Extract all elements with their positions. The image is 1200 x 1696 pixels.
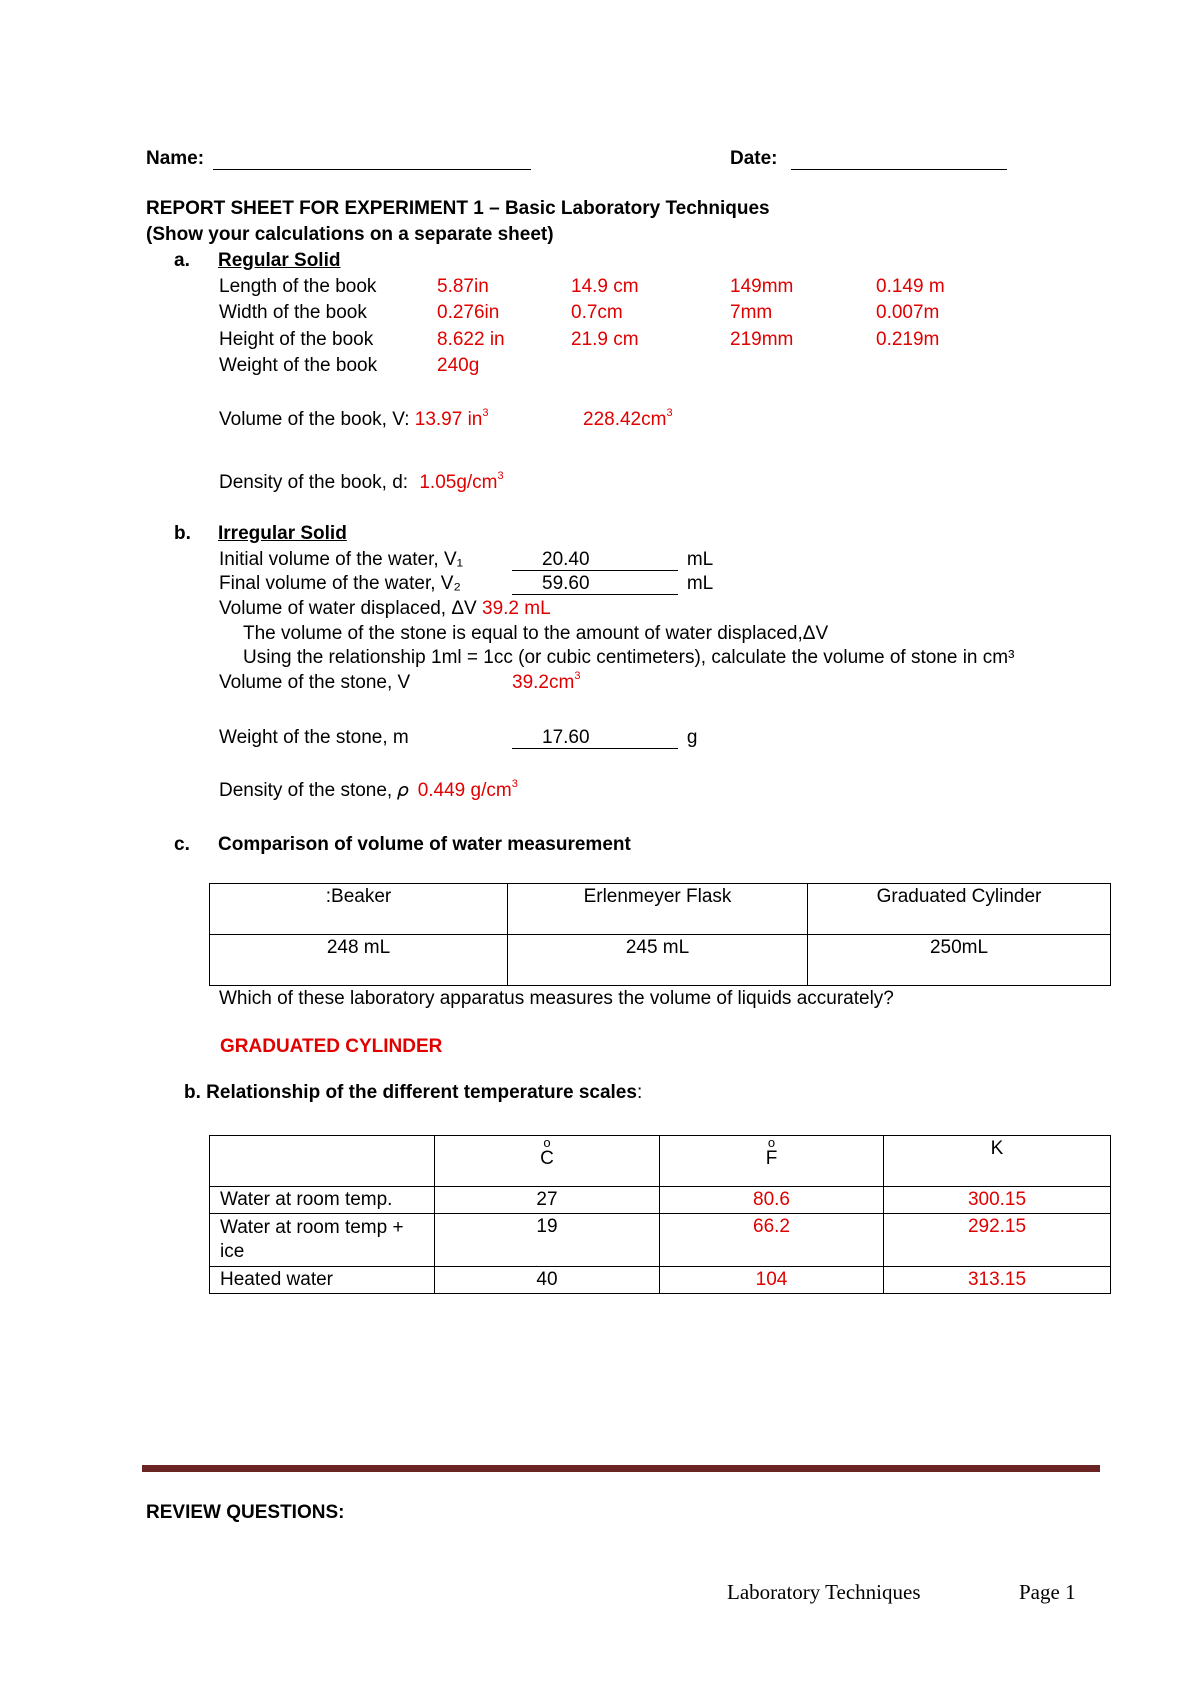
kelvin-header: K (884, 1136, 1111, 1187)
length-mm: 149mm (730, 276, 794, 297)
name-label: Name: (146, 148, 205, 169)
regular-solid-heading: Regular Solid (218, 250, 341, 271)
height-mm: 219mm (730, 329, 794, 350)
fahrenheit-header: o F (660, 1136, 884, 1187)
length-m: 0.149 m (876, 276, 945, 297)
irregular-solid-heading: Irregular Solid (218, 523, 347, 544)
table-cell: 248 mL (210, 935, 508, 986)
stone-volume-value: $39.2cm^3$ (512, 670, 581, 693)
height-label: Height of the book (219, 329, 374, 350)
initial-volume-label: Initial volume of the water, V₁ (219, 549, 464, 570)
stone-weight-unit: g (686, 727, 698, 748)
height-in: 8.622 in (437, 329, 505, 350)
note-relationship: Using the relationship 1ml = 1cc (or cubic centimeters), calculate the volume of stone in cm³ (243, 647, 1015, 668)
displaced-label: Volume of water displaced, ΔV (219, 598, 477, 619)
row-label: Water at room temp. (210, 1187, 435, 1214)
footer-title: Laboratory Techniques (727, 1580, 921, 1604)
name-field[interactable] (213, 151, 531, 170)
final-volume-label: Final volume of the water, V₂ (219, 573, 461, 594)
weight-g: 240g (437, 355, 480, 376)
celsius-value: 19 (435, 1214, 660, 1267)
stone-density-value: 0.449 $g/cm^3$ (417, 778, 518, 801)
fahrenheit-value: 104 (660, 1267, 884, 1294)
section-c-marker: c. (174, 834, 190, 855)
table-cell: 245 mL (508, 935, 808, 986)
table-header-cell: Erlenmeyer Flask (508, 884, 808, 935)
celsius-value: 40 (435, 1267, 660, 1294)
book-volume-in: 13.97 $in^3$ (414, 407, 489, 430)
kelvin-value: 313.15 (884, 1267, 1111, 1294)
section-b-marker: b. (174, 523, 191, 544)
review-heading: REVIEW QUESTIONS: (146, 1502, 345, 1523)
length-cm: 14.9 cm (571, 276, 639, 297)
book-density-label: Density of the book, d: (219, 472, 409, 493)
width-mm: 7mm (730, 302, 773, 323)
section-divider (142, 1465, 1100, 1472)
length-label: Length of the book (219, 276, 377, 297)
height-m: 0.219m (876, 329, 940, 350)
row-label: Heated water (210, 1267, 435, 1294)
width-m: 0.007m (876, 302, 940, 323)
degree-icon: o (543, 1135, 551, 1150)
kelvin-value: 292.15 (884, 1214, 1111, 1267)
volume-comparison-table (209, 883, 1111, 986)
fahrenheit-value: 80.6 (660, 1187, 884, 1214)
final-volume-unit: mL (686, 573, 714, 594)
page-number: Page 1 (1019, 1580, 1076, 1604)
table-header-cell: :Beaker (210, 884, 508, 935)
table-row (210, 1214, 1111, 1267)
table-header-cell (210, 1136, 435, 1187)
height-cm: 21.9 cm (571, 329, 639, 350)
stone-volume-label: Volume of the stone, V (219, 672, 411, 693)
table-header-row (210, 1136, 1111, 1187)
initial-volume-value: 20.40 (512, 549, 678, 571)
date-label: Date: (730, 148, 778, 169)
row-label: Water at room temp + ice (210, 1214, 435, 1267)
table-header-row (210, 884, 1111, 935)
book-density-value: $1.05g/cm^3$ (419, 470, 504, 493)
kelvin-value: 300.15 (884, 1187, 1111, 1214)
note-displacement: The volume of the stone is equal to the amount of water displaced,ΔV (243, 623, 829, 644)
fahrenheit-value: 66.2 (660, 1214, 884, 1267)
displaced-value: 39.2 mL (482, 598, 551, 619)
book-volume-label: Volume of the book, V: (219, 409, 410, 430)
stone-weight-value: 17.60 (512, 727, 678, 749)
book-volume-cm: $228.42cm^3$ (583, 407, 673, 430)
stone-density-label: Density of the stone, 𝜌 (219, 780, 409, 801)
temperature-heading: b. Relationship of the different temperature scales (184, 1082, 637, 1103)
width-in: 0.276in (437, 302, 500, 323)
instruction: (Show your calculations on a separate sheet) (146, 224, 554, 245)
date-field[interactable] (791, 151, 1007, 170)
degree-icon: o (767, 1135, 776, 1150)
width-cm: 0.7cm (571, 302, 623, 323)
table-header-cell: Graduated Cylinder (808, 884, 1111, 935)
final-volume-value: 59.60 (512, 573, 678, 595)
weight-label: Weight of the book (219, 355, 378, 376)
initial-volume-unit: mL (686, 549, 714, 570)
comparison-heading: Comparison of volume of water measurement (218, 834, 631, 855)
section-a-marker: a. (174, 250, 190, 271)
accuracy-question: Which of these laboratory apparatus measures the volume of liquids accurately? (219, 988, 894, 1009)
length-in: 5.87in (437, 276, 489, 297)
stone-weight-label: Weight of the stone, m (219, 727, 409, 748)
celsius-header: o C (435, 1136, 660, 1187)
table-row (210, 1187, 1111, 1214)
temperature-heading-colon: : (636, 1082, 643, 1103)
table-row (210, 935, 1111, 986)
table-row (210, 1267, 1111, 1294)
celsius-value: 27 (435, 1187, 660, 1214)
width-label: Width of the book (219, 302, 367, 323)
report-title: REPORT SHEET FOR EXPERIMENT 1 – Basic Laboratory Techniques (146, 198, 770, 219)
temperature-table (209, 1135, 1111, 1294)
table-cell: 250mL (808, 935, 1111, 986)
accuracy-answer: GRADUATED CYLINDER (220, 1036, 443, 1057)
